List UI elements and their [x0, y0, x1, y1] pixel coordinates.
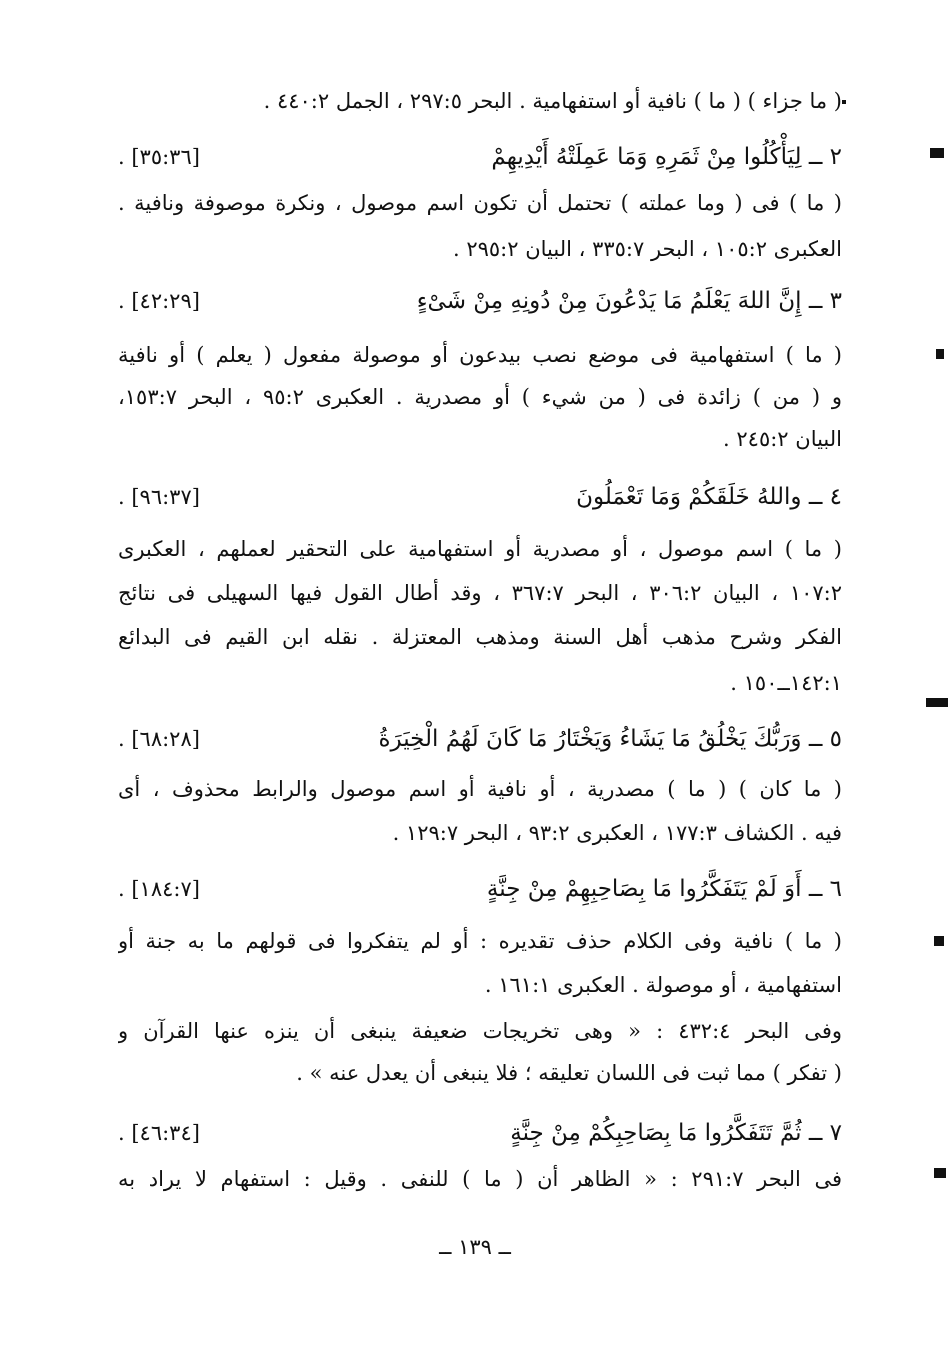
- verse-line: [118, 140, 842, 174]
- verse-reference: . [٦٨:٢٨]: [118, 727, 200, 751]
- text-line: و ( من ) زائدة فى ( من شيء ) أو مصدرية . العكبرى ٩٥:٢ ، البحر ١٥٣:٧،: [118, 385, 842, 409]
- verse-reference: . [٤٦:٣٤]: [118, 1121, 200, 1145]
- text-line: ١٤٢:١ــ١٥٠ .: [730, 671, 842, 695]
- verse-text: ٦ ــ أَوَ لَمْ يَتَفَكَّرُوا مَا بِصَاحِبِهِمْ مِنْ جِنَّةٍ: [486, 876, 842, 902]
- margin-mark: [930, 148, 944, 158]
- verse-reference: . [١٨٤:٧]: [118, 877, 200, 901]
- verse-reference: . [٩٦:٣٧]: [118, 485, 200, 509]
- margin-mark: [936, 349, 944, 359]
- verse-text: ٧ ــ ثُمَّ تَتَفَكَّرُوا مَا بِصَاحِبِكُمْ مِنْ جِنَّةٍ: [510, 1120, 842, 1146]
- verse-line: [118, 1116, 842, 1150]
- verse-text: ٥ ــ وَرَبُّكَ يَخْلُقُ مَا يَشَاءُ وَيَخْتَارُ مَا كَانَ لَهُمُ الْخِيَرَةُ: [378, 726, 842, 752]
- text-line: ١٠٧:٢ ، البيان ٣٠٦:٢ ، البحر ٣٦٧:٧ ، وقد أطال القول فيها السهيلى فى نتائج: [118, 581, 842, 605]
- margin-mark: [926, 698, 948, 707]
- verse-line: [118, 480, 842, 514]
- verse-line: [118, 722, 842, 756]
- text-line: فى البحر ٢٩١:٧ : « الظاهر أن ( ما ) للنفى . وقيل : استفهام لا يراد به: [118, 1167, 842, 1191]
- text-line: فيه . الكشاف ١٧٧:٣ ، العكبرى ٩٣:٢ ، البحر ١٢٩:٧ .: [392, 821, 842, 845]
- verse-text: ٢ ــ لِيَأْكُلُوا مِنْ ثَمَرِهِ وَمَا عَمِلَتْهُ أَيْدِيهِمْ: [491, 144, 842, 170]
- text-line: الفكر وشرح مذهب أهل السنة ومذهب المعتزلة . نقله ابن القيم فى البدائع: [118, 625, 842, 649]
- text-line: ( ما ) نافية وفى الكلام حذف تقديره : أو لم يتفكروا فى قولهم ما به جنة أو: [118, 929, 842, 953]
- text-line: ( ما ) استفهامية فى موضع نصب بيدعون أو موصولة مفعول ( يعلم ) أو نافية: [118, 343, 842, 367]
- verse-text: ٣ ــ إِنَّ اللهَ يَعْلَمُ مَا يَدْعُونَ مِنْ دُونِهِ مِنْ شَىْءٍ: [416, 288, 842, 314]
- margin-mark: [842, 100, 846, 104]
- verse-line: [118, 872, 842, 906]
- page-number: ــ ١٣٩ ــ: [439, 1235, 511, 1259]
- verse-reference: . [٤٢:٢٩]: [118, 289, 200, 313]
- verse-reference: . [٣٥:٣٦]: [118, 145, 200, 169]
- margin-mark: [934, 936, 944, 946]
- text-line: وفى البحر ٤٣٢:٤ : « وهى تخريجات ضعيفة ينبغى أن ينزه عنها القرآن و: [118, 1019, 842, 1043]
- text-line: استفهامية ، أو موصولة . العكبرى ١٦١:١ .: [484, 973, 842, 997]
- text-line: ( ما ) فى ( وما عملته ) تحتمل أن تكون اسم موصول ، ونكرة موصوفة ونافية .: [118, 191, 842, 215]
- verse-line: [118, 284, 842, 318]
- verse-text: ٤ ــ واللهُ خَلَقَكُمْ وَمَا تَعْمَلُونَ: [576, 484, 842, 510]
- text-line: ( ما كان ) ( ما ) مصدرية ، أو نافية أو اسم موصول والرابط محذوف ، أى: [118, 777, 842, 801]
- margin-mark: [934, 1168, 946, 1178]
- text-line: البيان ٢٤٥:٢ .: [723, 427, 842, 451]
- text-line: ( تفكر ) مما ثبت فى اللسان تعليقه ؛ فلا ينبغى أن يعدل عنه » .: [296, 1061, 842, 1085]
- text-line: ( ما جزاء ) ( ما ) نافية أو استفهامية . البحر ٢٩٧:٥ ، الجمل ٤٤٠:٢ .: [263, 89, 842, 113]
- text-line: ( ما ) اسم موصول ، أو مصدرية أو استفهامية على التحقير لعملهم ، العكبرى: [118, 537, 842, 561]
- text-line: العكبرى ١٠٥:٢ ، البحر ٣٣٥:٧ ، البيان ٢٩٥:٢ .: [452, 237, 842, 261]
